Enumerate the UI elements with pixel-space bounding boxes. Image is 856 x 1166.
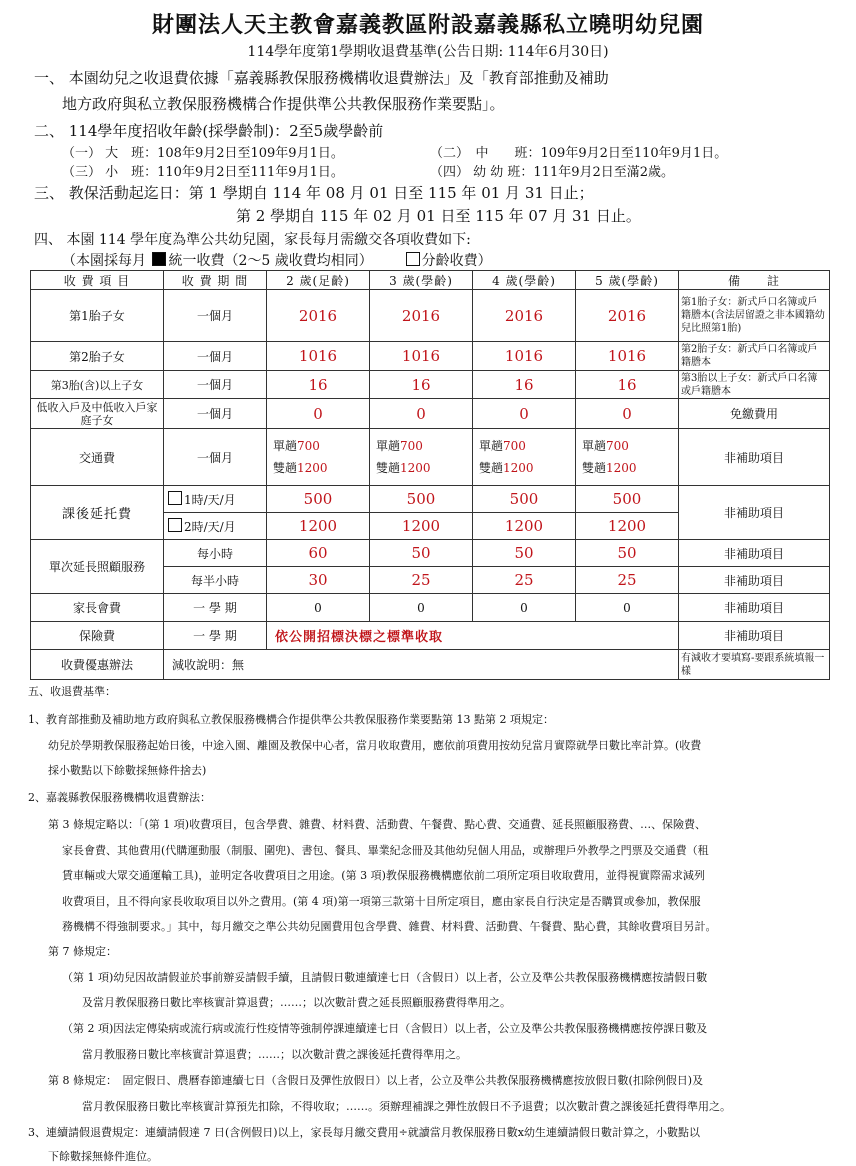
footer-line: 幼兒於學期教保服務起始日後，中途入園、離園及教保中心者，當月收取費用，應依前項費用按幼兒當月實際就學日數比率計算。(收費 xyxy=(48,739,702,752)
fee-value: 25 xyxy=(473,567,576,594)
footer-line: （第 1 項)幼兒因故請假並於事前辦妥請假手續，且請假日數連續達七日（含假日）以上者，公立及準公共教保服務機構應按請假日數 xyxy=(62,971,708,984)
double-trip-fee: 1200 xyxy=(297,461,328,475)
section-1-line-1: 一、 本園幼兒之收退費依據「嘉義縣教保服務機構收退費辦法」及「教育部推動及補助 xyxy=(34,69,609,87)
row-item: 低收入戶及中低收入戶家庭子女 xyxy=(31,399,164,429)
transport-fee-cell xyxy=(576,429,679,486)
single-trip-label: 單趟 xyxy=(273,439,298,453)
fee-value: 0 xyxy=(473,594,576,622)
row-period: 一個月 xyxy=(164,399,267,429)
fee-value: 500 xyxy=(370,486,473,513)
row-period: 一個月 xyxy=(164,429,267,486)
unified-fee-label: 統一收費（2～5 歲收費均相同） xyxy=(168,253,373,269)
age-fee-label: 分齡收費） xyxy=(421,253,492,269)
row-item: 保險費 xyxy=(31,622,164,650)
table-row xyxy=(31,429,830,486)
single-trip-label: 單趟 xyxy=(479,439,504,453)
row-note: 第2胎子女：新式戶口名簿或戶籍謄本 xyxy=(679,342,830,371)
footer-line: 務機構不得強制要求。」其中，每月繳交之準公共幼兒園費用包含學費、雜費、材料費、活動費、午餐費、點心費，其餘收費項目另計。 xyxy=(62,920,717,933)
footer-line: 當月教保服務日數比率核實計算預先扣除，不得收取；……。須辦理補課之彈性放假日不予退費；以次數計費之課後延托費得準用之。 xyxy=(82,1100,731,1113)
footer-line: 當月教服務日數比率核實計算退費；……；以次數計費之課後延托費得準用之。 xyxy=(82,1048,467,1061)
footer-line: 第 8 條規定： 固定假日、農曆春節連續七日（含假日及彈性放假日）以上者，公立及準公共教保服務機構應按放假日數(扣除例假日)及 xyxy=(48,1074,704,1087)
table-header-row xyxy=(31,271,830,290)
footer-line: 下餘數採無條件進位。 xyxy=(48,1150,158,1163)
fee-value: 0 xyxy=(473,399,576,429)
afterschool-1h-label: 1時/天/月 xyxy=(184,492,236,507)
fee-value: 2016 xyxy=(576,290,679,342)
row-note: 非補助項目 xyxy=(679,567,830,594)
row-period: 每半小時 xyxy=(164,567,267,594)
discount-description: 減收說明：無 xyxy=(164,650,679,680)
double-trip-fee: 1200 xyxy=(606,461,637,475)
footer-line: 2、嘉義縣教保服務機構收退費辦法： xyxy=(28,791,211,804)
single-trip-label: 單趟 xyxy=(582,439,607,453)
single-trip-fee: 700 xyxy=(297,439,320,453)
age-fee-checkbox[interactable] xyxy=(406,252,420,266)
header-age-4: 4 歲(學齡) xyxy=(473,271,576,290)
fee-value: 1016 xyxy=(473,342,576,371)
section-3-line-2: 第 2 學期自 115 年 02 月 01 日至 115 年 07 月 31 日止。 xyxy=(236,207,641,225)
fee-value: 1016 xyxy=(267,342,370,371)
header-item: 收 費 項 目 xyxy=(31,271,164,290)
fee-value: 0 xyxy=(576,399,679,429)
row-item: 第1胎子女 xyxy=(31,290,164,342)
double-trip-label: 雙趟 xyxy=(273,461,298,475)
fee-value: 50 xyxy=(370,540,473,567)
fee-mode-options xyxy=(62,250,492,270)
row-note: 第1胎子女：新式戶口名簿或戶籍謄本(含法居留證之非本國籍幼兒比照第1胎) xyxy=(679,290,830,342)
row-period: 一 學 期 xyxy=(164,594,267,622)
afterschool-1h-checkbox[interactable] xyxy=(168,491,182,505)
section-1-line-2: 地方政府與私立教保服務機構合作提供準公共教保服務作業要點」。 xyxy=(62,95,505,113)
row-item: 課後延托費 xyxy=(31,486,164,540)
row-note: 有減收才要填寫-要跟系統填報一樣 xyxy=(679,650,830,680)
page-subtitle: 114學年度第1學期收退費基準(公告日期: 114年6月30日) xyxy=(247,44,609,60)
row-item: 第2胎子女 xyxy=(31,342,164,371)
row-note: 免繳費用 xyxy=(679,399,830,429)
header-note: 備 註 xyxy=(679,271,830,290)
header-age-5: 5 歲(學齡) xyxy=(576,271,679,290)
table-row xyxy=(31,650,830,680)
footer-line: 收費項目，且不得向家長收取項目以外之費用。(第 4 項)第一項第三款第十目所定項目，應由家長自行決定是否購買或參加，教保服 xyxy=(62,895,701,908)
section-3-line-1: 三、 教保活動起迄日：第 1 學期自 114 年 08 月 01 日至 115 年 01 月 31 日止； xyxy=(34,184,594,202)
fee-value: 16 xyxy=(267,371,370,399)
fee-mode-prefix: （本園採每月 xyxy=(62,253,146,269)
double-trip-label: 雙趟 xyxy=(376,461,401,475)
afterschool-option-2 xyxy=(164,513,267,540)
fee-value: 25 xyxy=(576,567,679,594)
double-trip-fee: 1200 xyxy=(400,461,431,475)
footer-line: 採小數點以下餘數採無條件捨去) xyxy=(48,764,207,777)
unified-fee-checkbox[interactable] xyxy=(152,252,166,266)
double-trip-label: 雙趟 xyxy=(582,461,607,475)
fee-value: 500 xyxy=(267,486,370,513)
row-note: 第3胎以上子女：新式戶口名簿或戶籍謄本 xyxy=(679,371,830,399)
fee-value: 2016 xyxy=(473,290,576,342)
table-row xyxy=(31,399,830,429)
fee-value: 1016 xyxy=(370,342,473,371)
row-period: 每小時 xyxy=(164,540,267,567)
section-4-line: 四、 本園 114 學年度為準公共幼兒園，家長每月需繳交各項收費如下: xyxy=(34,232,471,248)
table-row xyxy=(31,540,830,567)
row-item: 交通費 xyxy=(31,429,164,486)
footer-line: 3、連續請假退費規定：連續請假達 7 日(含例假日)以上，家長每月繳交費用÷就讀當月教保服務日數x幼生連續請假日數計算之，小數點以 xyxy=(28,1126,700,1139)
double-trip-label: 雙趟 xyxy=(479,461,504,475)
age-class-small: （三） 小 班：110年9月2日至111年9月1日。 xyxy=(62,165,344,180)
fee-value: 50 xyxy=(576,540,679,567)
fee-value: 1200 xyxy=(576,513,679,540)
insurance-fee-note: 依公開招標決標之標準收取 xyxy=(267,622,679,650)
footer-line: 1、教育部推動及補助地方政府與私立教保服務機構合作提供準公共教保服務作業要點第 13 點第 2 項規定： xyxy=(28,713,554,726)
fee-value: 1200 xyxy=(370,513,473,540)
row-note: 非補助項目 xyxy=(679,622,830,650)
table-row xyxy=(31,290,830,342)
single-trip-fee: 700 xyxy=(503,439,526,453)
row-item: 第3胎(含)以上子女 xyxy=(31,371,164,399)
row-item: 收費優惠辦法 xyxy=(31,650,164,680)
row-note: 非補助項目 xyxy=(679,540,830,567)
transport-fee-cell xyxy=(473,429,576,486)
footer-line: 第 7 條規定： xyxy=(48,945,117,958)
fee-value: 0 xyxy=(267,399,370,429)
fee-value: 0 xyxy=(370,399,473,429)
row-note: 非補助項目 xyxy=(679,594,830,622)
fee-value: 0 xyxy=(576,594,679,622)
row-period: 一個月 xyxy=(164,290,267,342)
single-trip-fee: 700 xyxy=(606,439,629,453)
afterschool-2h-label: 2時/天/月 xyxy=(184,519,236,534)
footer-line: 賃車輛或大眾交通運輸工具)，並明定各收費項目之用途。(第 3 項)教保服務機構應依前二項所定項目收取費用，並得視實際需求減列 xyxy=(62,869,705,882)
fee-value: 2016 xyxy=(370,290,473,342)
fee-value: 50 xyxy=(473,540,576,567)
footer-heading: 五、收退費基準： xyxy=(28,685,116,698)
fee-table xyxy=(30,270,830,680)
fee-value: 500 xyxy=(576,486,679,513)
table-row xyxy=(31,622,830,650)
footer-line: 家長會費、其他費用(代購運動服（制服、圍兜)、書包、餐具、畢業紀念冊及其他幼兒個人用品，或辦理戶外教學之門票及交通費（租 xyxy=(62,844,709,857)
afterschool-option-1 xyxy=(164,486,267,513)
row-period: 一個月 xyxy=(164,342,267,371)
table-row xyxy=(31,486,830,513)
age-class-middle: （二） 中 班：109年9月2日至110年9月1日。 xyxy=(430,146,728,161)
row-item: 家長會費 xyxy=(31,594,164,622)
age-class-large: （一） 大 班：108年9月2日至109年9月1日。 xyxy=(62,146,344,161)
table-row xyxy=(31,594,830,622)
transport-fee-cell xyxy=(370,429,473,486)
row-period: 一個月 xyxy=(164,371,267,399)
row-period: 一 學 期 xyxy=(164,622,267,650)
table-row xyxy=(31,342,830,371)
fee-value: 60 xyxy=(267,540,370,567)
fee-value: 1200 xyxy=(473,513,576,540)
row-item: 單次延長照顧服務 xyxy=(31,540,164,594)
single-trip-label: 單趟 xyxy=(376,439,401,453)
fee-value: 30 xyxy=(267,567,370,594)
fee-value: 0 xyxy=(370,594,473,622)
footer-line: 第 3 條規定略以：「(第 1 項)收費項目，包含學費、雜費、材料費、活動費、午餐費、點心費、交通費、延長照顧服務費、…、保險費、 xyxy=(48,818,707,831)
fee-value: 0 xyxy=(267,594,370,622)
fee-value: 1200 xyxy=(267,513,370,540)
transport-fee-cell xyxy=(267,429,370,486)
header-age-2: 2 歲(足齡) xyxy=(267,271,370,290)
afterschool-2h-checkbox[interactable] xyxy=(168,518,182,532)
single-trip-fee: 700 xyxy=(400,439,423,453)
row-note: 非補助項目 xyxy=(679,429,830,486)
fee-value: 2016 xyxy=(267,290,370,342)
table-row xyxy=(31,371,830,399)
row-note: 非補助項目 xyxy=(679,486,830,540)
header-period: 收 費 期 間 xyxy=(164,271,267,290)
footer-line: （第 2 項)因法定傳染病或流行病或流行性疫情等強制停課連續達七日（含假日）以上者，公立及準公共教保服務機構應按停課日數及 xyxy=(62,1022,708,1035)
section-2-line: 二、 114學年度招收年齡(採學齡制)：2至5歲學齡前 xyxy=(34,122,384,140)
footer-line: 及當月教保服務日數比率核實計算退費；……；以次數計費之延長照顧服務費得準用之。 xyxy=(82,996,511,1009)
age-class-toddler: （四） 幼 幼 班：111年9月2日至滿2歲。 xyxy=(430,165,675,180)
fee-value: 1016 xyxy=(576,342,679,371)
fee-value: 16 xyxy=(370,371,473,399)
double-trip-fee: 1200 xyxy=(503,461,534,475)
fee-value: 16 xyxy=(576,371,679,399)
fee-value: 16 xyxy=(473,371,576,399)
page-title: 財團法人天主教會嘉義教區附設嘉義縣私立曉明幼兒園 xyxy=(151,12,704,38)
header-age-3: 3 歲(學齡) xyxy=(370,271,473,290)
fee-value: 500 xyxy=(473,486,576,513)
fee-value: 25 xyxy=(370,567,473,594)
